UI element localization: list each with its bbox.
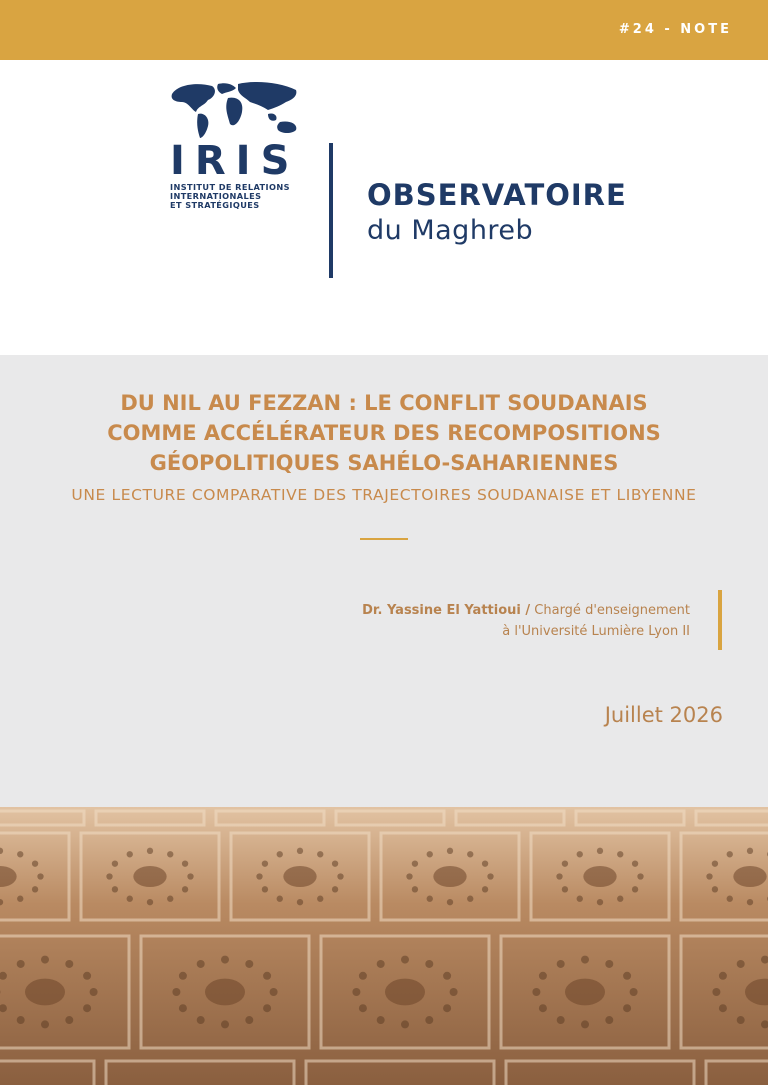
iris-sub-line: ET STRATÉGIQUES (170, 201, 305, 210)
tile-aperture (556, 873, 562, 879)
tile-aperture (447, 899, 453, 905)
tile-aperture (737, 960, 745, 968)
tile-aperture (719, 972, 727, 980)
tile-aperture (412, 861, 418, 867)
tile-aperture (562, 886, 568, 892)
tile-aperture (297, 848, 303, 854)
tile-aperture (532, 988, 540, 996)
tile-aperture (352, 988, 360, 996)
tile-aperture (65, 960, 73, 968)
iris-wordmark: IRIS (170, 138, 299, 184)
tile-oculus (733, 866, 766, 887)
document-subtitle: UNE LECTURE COMPARATIVE DES TRAJECTOIRES SOUDANAISE ET LIBYENNE (0, 486, 768, 504)
tile-aperture (425, 1016, 433, 1024)
author-affiliation: à l'Université Lumière Lyon II (362, 621, 690, 642)
tile-aperture (83, 972, 91, 980)
tile-aperture (317, 851, 323, 857)
tile-aperture (179, 972, 187, 980)
tile-aperture (37, 873, 43, 879)
tile-aperture (377, 960, 385, 968)
tile-aperture (427, 896, 433, 902)
tile-aperture (447, 848, 453, 854)
tile-aperture (263, 1004, 271, 1012)
tile-aperture (581, 1020, 589, 1028)
document-title (0, 388, 768, 478)
tile-oculus (25, 979, 65, 1006)
tile-aperture (337, 873, 343, 879)
tile-aperture (167, 851, 173, 857)
tile-aperture (632, 861, 638, 867)
tile-oculus (283, 866, 316, 887)
publication-date: Juillet 2026 (605, 703, 723, 727)
tile-aperture (32, 886, 38, 892)
author-accent-bar (718, 590, 722, 650)
tile-aperture (727, 851, 733, 857)
iris-sub-line: INSTITUT DE RELATIONS (170, 183, 305, 192)
tile-aperture (359, 1004, 367, 1012)
tile-aperture (623, 1004, 631, 1012)
tile-aperture (623, 972, 631, 980)
tile-aperture (262, 861, 268, 867)
tile-aperture (539, 1004, 547, 1012)
tile-aperture (17, 851, 23, 857)
tile-aperture (557, 960, 565, 968)
author-name: Dr. Yassine El Yattioui / (362, 603, 530, 618)
tile-aperture (719, 1004, 727, 1012)
tile-aperture (557, 1016, 565, 1024)
tile-aperture (727, 896, 733, 902)
tile-aperture (41, 956, 49, 964)
tile-aperture (221, 1020, 229, 1028)
tile-aperture (406, 873, 412, 879)
tile-aperture (467, 851, 473, 857)
tile-oculus (583, 866, 616, 887)
title-line: COMME ACCÉLÉRATEUR DES RECOMPOSITIONS (0, 418, 768, 448)
tile-aperture (167, 896, 173, 902)
tile-aperture (277, 896, 283, 902)
author-info (362, 600, 690, 642)
tile-aperture (245, 960, 253, 968)
title-line: GÉOPOLITIQUES SAHÉLO-SAHARIENNES (0, 448, 768, 478)
tile-aperture (482, 861, 488, 867)
tile-aperture (106, 873, 112, 879)
tile-aperture (332, 886, 338, 892)
tile-aperture (632, 886, 638, 892)
tile-aperture (747, 848, 753, 854)
tile-aperture (41, 1020, 49, 1028)
tile-aperture (712, 988, 720, 996)
cover-photo-mashrabiya (0, 807, 768, 1085)
tile-aperture (562, 861, 568, 867)
iris-logo (168, 80, 303, 220)
tile-oculus (433, 866, 466, 887)
tile-aperture (245, 1016, 253, 1024)
iris-full-name (170, 183, 305, 210)
tile-aperture (539, 972, 547, 980)
tile-aperture (83, 1004, 91, 1012)
tile-aperture (32, 861, 38, 867)
tile-oculus (205, 979, 245, 1006)
tile-aperture (127, 851, 133, 857)
tile-aperture (450, 988, 458, 996)
tile-aperture (577, 851, 583, 857)
tile-aperture (401, 1020, 409, 1028)
title-separator (360, 538, 408, 540)
tile-aperture (737, 1016, 745, 1024)
tile-aperture (712, 886, 718, 892)
tile-aperture (427, 851, 433, 857)
tile-aperture (179, 1004, 187, 1012)
mashrabiya-pattern (0, 807, 768, 1085)
observatoire-title: OBSERVATOIRE (367, 178, 627, 212)
title-line: DU NIL AU FEZZAN : LE CONFLIT SOUDANAIS (0, 388, 768, 418)
tile-oculus (133, 866, 166, 887)
tile-oculus (385, 979, 425, 1006)
tile-aperture (401, 956, 409, 964)
iris-sub-line: INTERNATIONALES (170, 192, 305, 201)
tile-oculus (565, 979, 605, 1006)
tile-aperture (182, 886, 188, 892)
observatoire-subtitle: du Maghreb (367, 215, 533, 246)
tile-aperture (112, 886, 118, 892)
tile-aperture (597, 848, 603, 854)
tile-aperture (197, 960, 205, 968)
tile-aperture (581, 956, 589, 964)
tile-aperture (630, 988, 638, 996)
tile-aperture (605, 1016, 613, 1024)
tile-aperture (256, 873, 262, 879)
world-map-icon (168, 80, 303, 140)
tile-aperture (332, 861, 338, 867)
tile-aperture (17, 960, 25, 968)
tile-aperture (262, 886, 268, 892)
tile-aperture (577, 896, 583, 902)
tile-aperture (147, 899, 153, 905)
tile-aperture (17, 1016, 25, 1024)
tile-aperture (112, 861, 118, 867)
tile-aperture (443, 972, 451, 980)
tile-aperture (747, 899, 753, 905)
top-banner (0, 0, 768, 60)
author-role: Chargé d'enseignement (534, 603, 690, 618)
tile-aperture (297, 899, 303, 905)
logo-divider (329, 143, 333, 278)
tile-aperture (412, 886, 418, 892)
tile-aperture (443, 1004, 451, 1012)
tile-aperture (706, 873, 712, 879)
tile-aperture (359, 972, 367, 980)
tile-aperture (221, 956, 229, 964)
tile-aperture (617, 896, 623, 902)
tile-aperture (277, 851, 283, 857)
tile-aperture (147, 848, 153, 854)
tile-aperture (65, 1016, 73, 1024)
tile-aperture (90, 988, 98, 996)
tile-aperture (172, 988, 180, 996)
tile-aperture (197, 1016, 205, 1024)
tile-aperture (127, 896, 133, 902)
tile-aperture (17, 896, 23, 902)
tile-aperture (605, 960, 613, 968)
tile-aperture (182, 861, 188, 867)
tile-aperture (637, 873, 643, 879)
note-number-tag: #24 - NOTE (619, 22, 732, 37)
tile-aperture (482, 886, 488, 892)
tile-aperture (187, 873, 193, 879)
tile-aperture (317, 896, 323, 902)
tile-aperture (425, 960, 433, 968)
tile-aperture (270, 988, 278, 996)
tile-aperture (467, 896, 473, 902)
tile-aperture (263, 972, 271, 980)
tile-aperture (712, 861, 718, 867)
tile-aperture (487, 873, 493, 879)
tile-aperture (617, 851, 623, 857)
tile-aperture (377, 1016, 385, 1024)
tile-aperture (597, 899, 603, 905)
